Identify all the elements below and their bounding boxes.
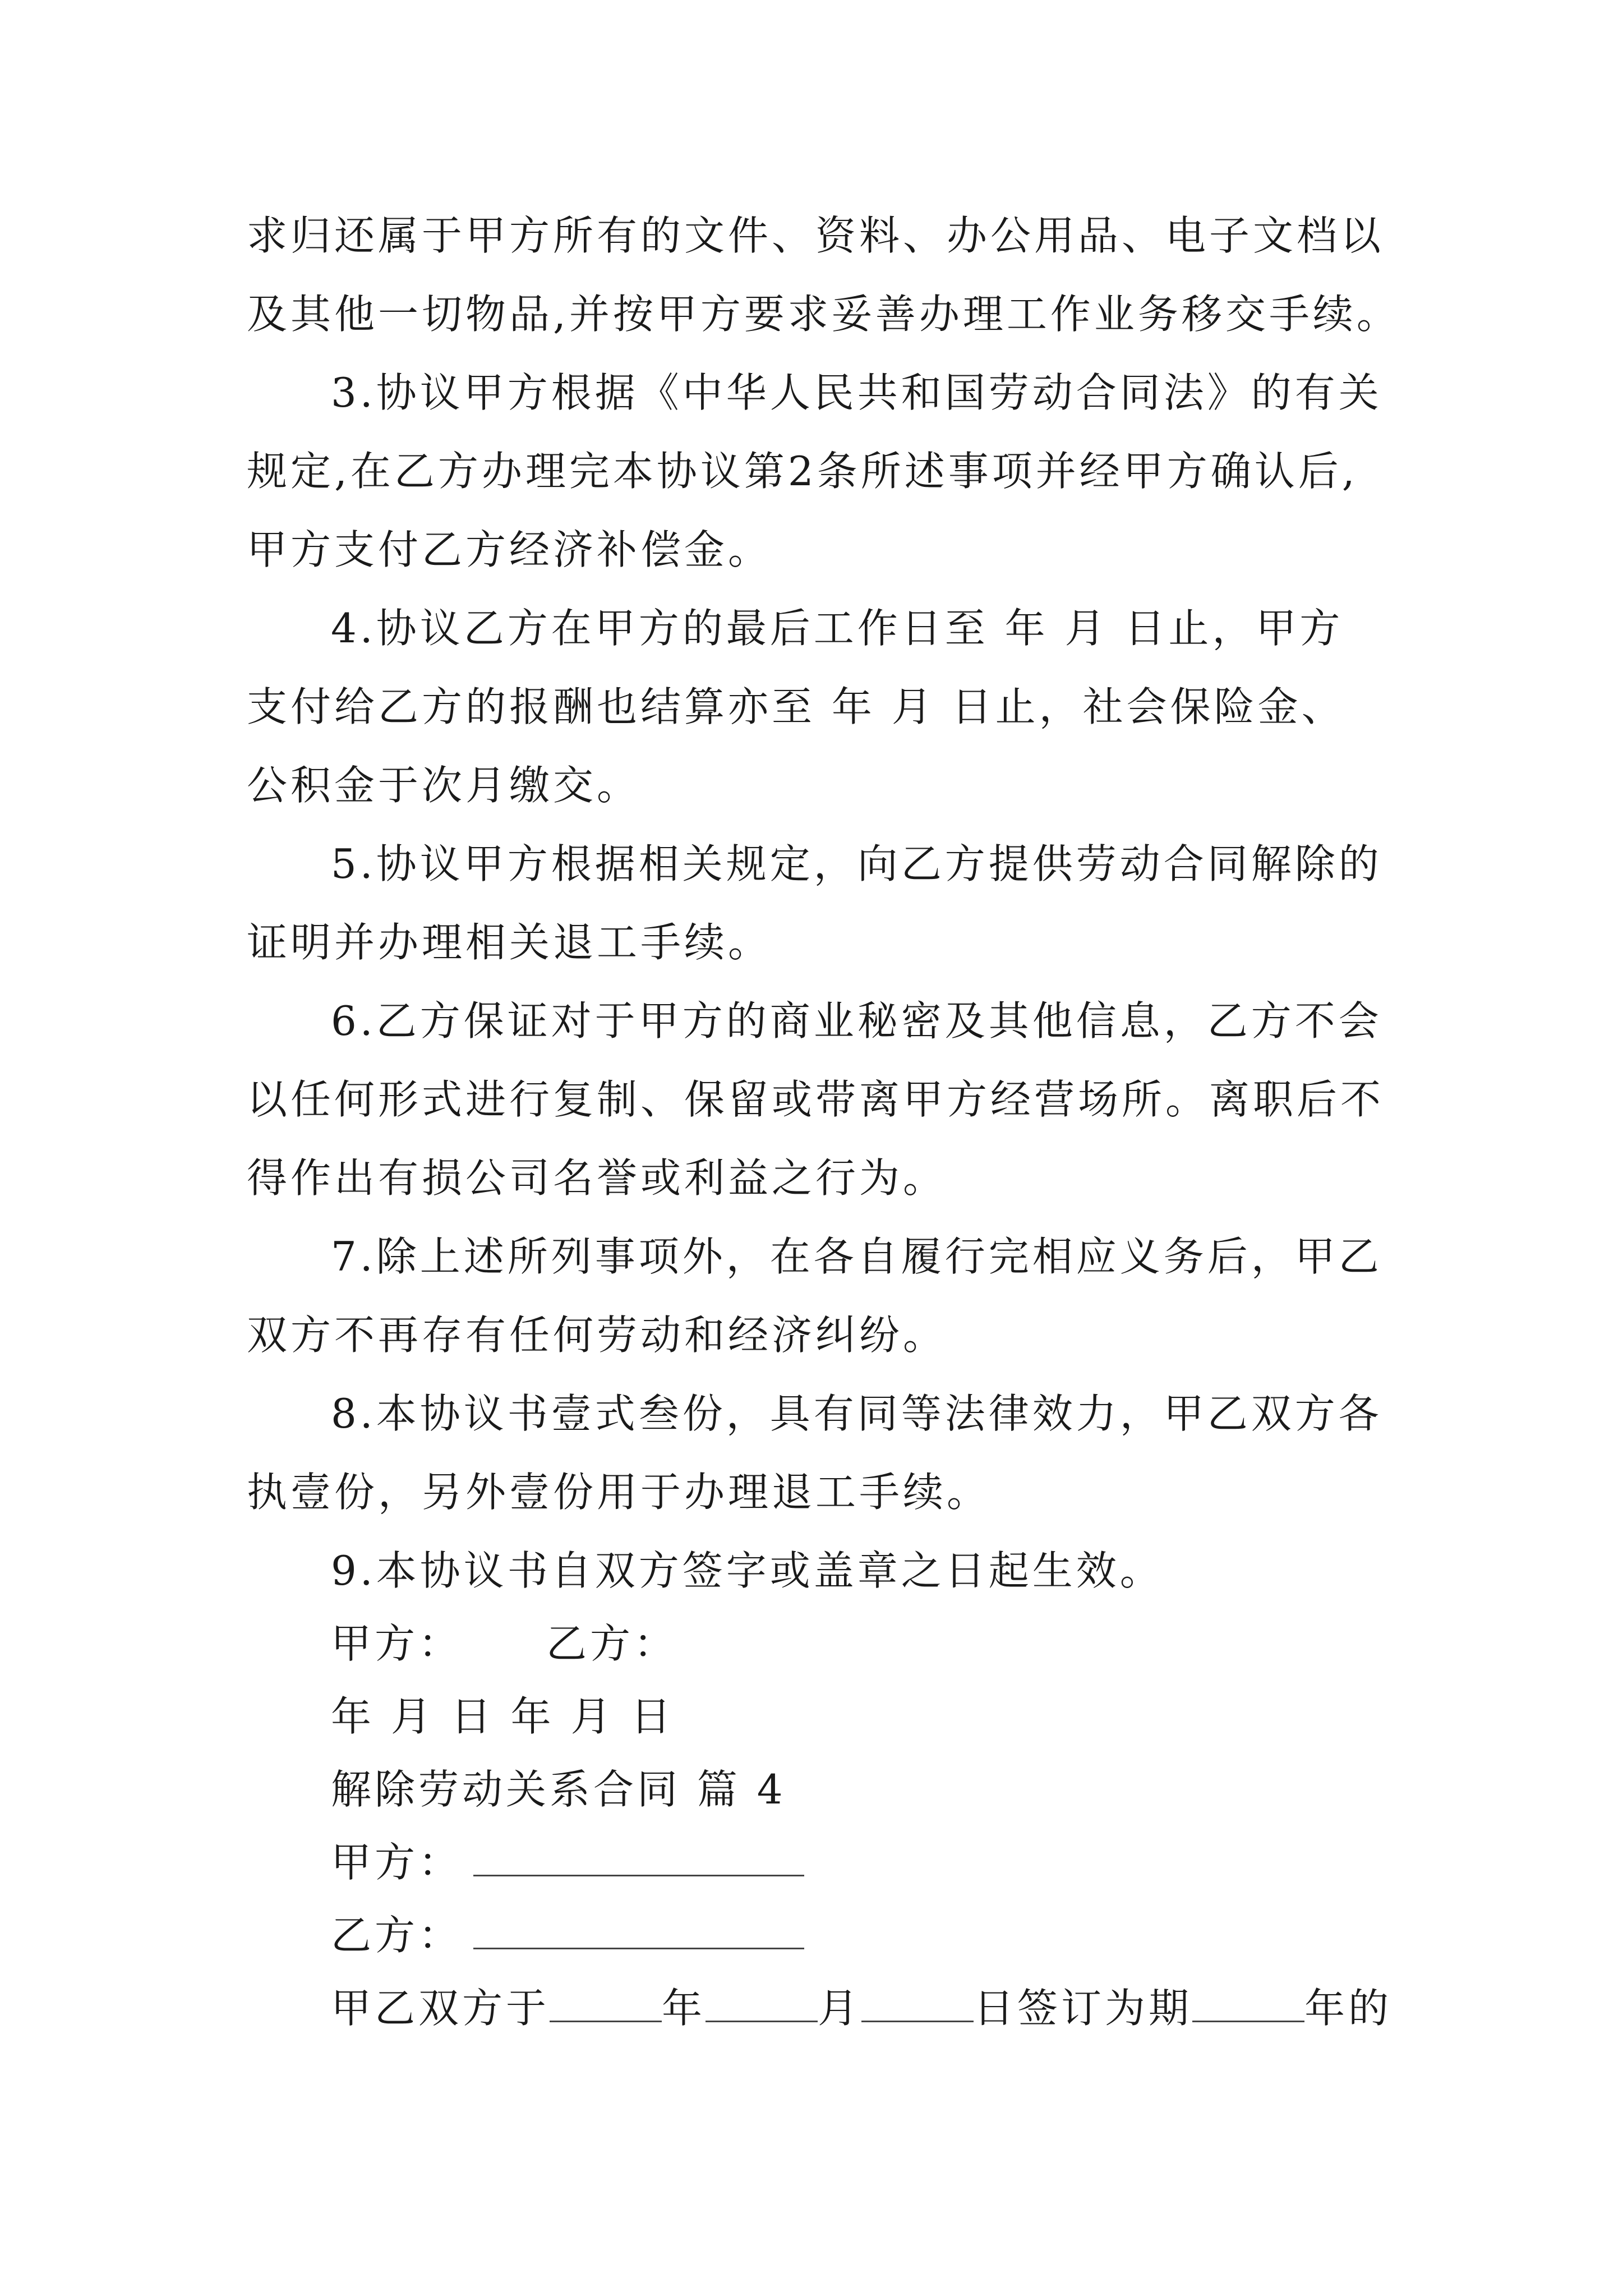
clause-4-line: 4.协议乙方在甲方的最后工作日至 年 月 日止，甲方 (331, 605, 1344, 652)
paragraph-line: 支付给乙方的报酬也结算亦至 年 月 日止，社会保险金、 (247, 683, 1345, 730)
paragraph-line: 执壹份，另外壹份用于办理退工手续。 (247, 1469, 991, 1516)
form-party-b-label: 乙方： (331, 1912, 463, 1959)
form-party-a-label: 甲方： (331, 1839, 463, 1886)
paragraph-line: 以任何形式进行复制、保留或带离甲方经营场所。离职后不 (247, 1076, 1385, 1123)
form-party-a-row (331, 1834, 804, 1890)
contract-date-sentence (331, 1980, 1392, 2036)
party-a-name-blank (473, 1835, 804, 1876)
signature-date-line: 年 月 日 年 月 日 (331, 1693, 675, 1740)
paragraph-line: 证明并办理相关退工手续。 (247, 919, 772, 966)
paragraph-line: 规定,在乙方办理完本协议第2条所述事项并经甲方确认后, (247, 448, 1358, 495)
party-b-name-blank (473, 1908, 804, 1949)
clause-8-line: 8.本协议书壹式叁份，具有同等法律效力，甲乙双方各 (331, 1390, 1382, 1437)
sentence-part: 月 (818, 1985, 862, 2032)
paragraph-line: 双方不再存有任何劳动和经济纠纷。 (247, 1312, 947, 1359)
paragraph-line: 甲方支付乙方经济补偿金。 (247, 526, 772, 573)
signature-party-b-label: 乙方： (546, 1620, 678, 1667)
sentence-part: 日签订为期 (974, 1985, 1193, 2032)
paragraph-line: 得作出有损公司名誉或利益之行为。 (247, 1154, 947, 1202)
paragraph-line: 求归还属于甲方所有的文件、资料、办公用品、电子文档以 (247, 212, 1385, 259)
day-blank (861, 1981, 974, 2022)
clause-5-line: 5.协议甲方根据相关规定，向乙方提供劳动合同解除的 (331, 840, 1382, 887)
clause-9-line: 9.本协议书自双方签字或盖章之日起生效。 (331, 1547, 1164, 1594)
year-blank (550, 1981, 662, 2022)
signature-line (331, 1616, 677, 1672)
form-party-b-row (331, 1907, 804, 1963)
sentence-part: 甲乙双方于 (331, 1985, 550, 2032)
section-heading: 解除劳动关系合同 篇 4 (331, 1766, 786, 1813)
sentence-part: 年 (662, 1985, 706, 2032)
clause-6-line: 6.乙方保证对于甲方的商业秘密及其他信息，乙方不会 (331, 997, 1382, 1045)
paragraph-line: 及其他一切物品,并按甲方要求妥善办理工作业务移交手续。 (247, 291, 1400, 338)
term-years-blank (1192, 1981, 1304, 2022)
month-blank (706, 1981, 818, 2022)
signature-party-a-label: 甲方： (331, 1620, 463, 1667)
clause-3-line: 3.协议甲方根据《中华人民共和国劳动合同法》的有关 (331, 369, 1382, 416)
paragraph-line: 公积金于次月缴交。 (247, 762, 641, 809)
sentence-part: 年的 (1304, 1985, 1393, 2032)
clause-7-line: 7.除上述所列事项外，在各自履行完相应义务后，甲乙 (331, 1233, 1382, 1280)
